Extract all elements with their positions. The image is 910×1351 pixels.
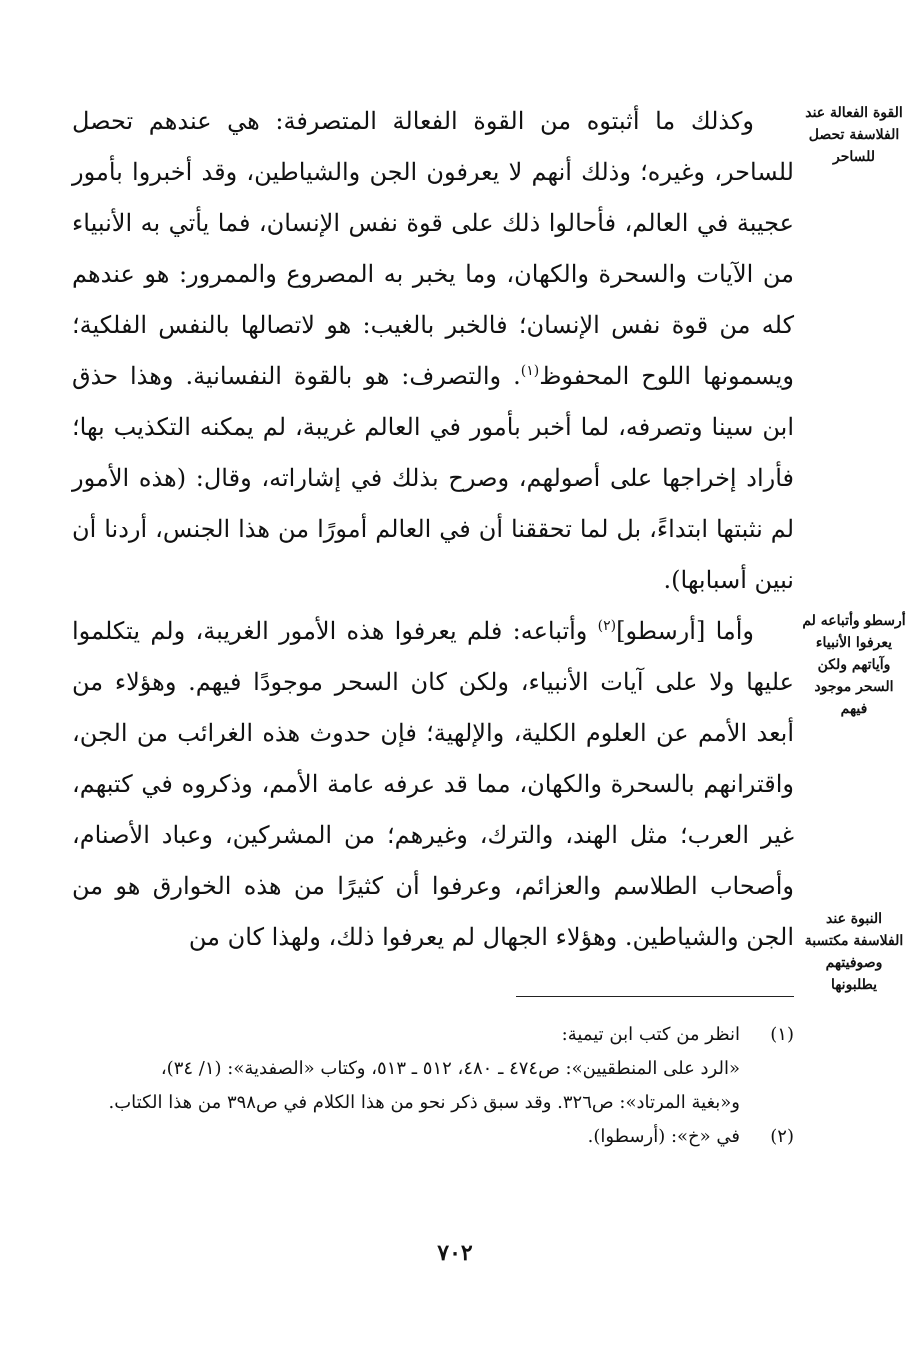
margin-note-prophecy: النبوة عند الفلاسفة مكتسبة وصوفيتهم يطلبونها [804, 911, 904, 993]
paragraph-1 [72, 96, 794, 606]
page-number: ٧٠٢ [437, 1240, 473, 1266]
footnote-ref-1: (١) [520, 363, 540, 379]
paragraph-1-tail: . والتصرف: هو بالقوة النفسانية. وهذا حذق ابن سينا وتصرفه، لما أخبر بأمور في العالم غريبة، لم يمكنه التكذيب بها؛ فأراد إخراجها على أصولهم، وصرح بذلك في إشاراته، وقال: (هذه الأمور لم نثبتها ابتداءً، بل لما تحققنا أن في العالم أمورًا من هذا الجنس، أردنا أن نبين أسبابها). [72, 362, 794, 594]
footnote-1-line-3: و«بغية المرتاد»: ص٣٢٦. وقد سبق ذكر نحو من هذا الكلام في ص٣٩٨ من هذا الكتاب. [108, 1092, 740, 1113]
footnote-1-number: (١) [770, 1024, 794, 1045]
footnote-ref-2: (٢) [597, 618, 617, 634]
footnote-1 [72, 1018, 794, 1120]
footnote-1-body [72, 1018, 740, 1120]
footnote-2-body [72, 1120, 740, 1154]
footnote-2-text: في «خ»: (أرسطوا). [587, 1126, 740, 1147]
paragraph-2-text: وأتباعه: فلم يعرفوا هذه الأمور الغريبة، ولم يتكلموا عليها ولا على آيات الأنبياء، ولكن كان السحر موجودًا فيهم. وهؤلاء من أبعد الأمم عن العلوم الكلية، والإلهية؛ فإن حدوث هذه الغرائب من الجن، واقترانهم بالسحرة والكهان، مما قد عرفه عامة الأمم، وذكروه في كتبهم، غير العرب؛ مثل الهند، والترك، وغيرهم؛ من المشركين، وعباد الأصنام، وأصحاب الطلاسم والعزائم، وعرفوا أن كثيرًا من هذه الخوارق هو من الجن والشياطين. وهؤلاء الجهال لم يعرفوا ذلك، ولهذا كان من [72, 617, 794, 951]
footnote-1-line-1: انظر من كتب ابن تيمية: [561, 1024, 740, 1045]
main-body-text [72, 96, 794, 963]
paragraph-1-text: وكذلك ما أثبتوه من القوة الفعالة المتصرفة: هي عندهم تحصل للساحر، وغيره؛ وذلك أنهم لا يعرفون الجن والشياطين، وقد أخبروا بأمور عجيبة في العالم، فأحالوا ذلك على قوة نفس الإنسان، فما يأتي به الأنبياء من الآيات والسحرة والكهان، وما يخبر به المصروع والممرور: هو عندهم كله من قوة نفس الإنسان؛ فالخبر بالغيب: هو لاتصالها بالنفس الفلكية؛ ويسمونها اللوح المحفوظ [72, 107, 794, 390]
margin-note-active-power: القوة الفعالة عند الفلاسفة تحصل للساحر [805, 105, 903, 165]
footnote-2-number: (٢) [770, 1126, 794, 1147]
paragraph-2-head: وأما [أرسطو] [616, 617, 754, 645]
paragraph-2 [72, 606, 794, 963]
footnote-2 [72, 1120, 794, 1154]
footnote-divider [516, 996, 794, 997]
footnote-1-line-2: «الرد على المنطقيين»: ص٤٧٤ ـ ٤٨٠، ٥١٢ ـ ٥١٣، وكتاب «الصفدية»: (١/ ٣٤)، [160, 1058, 740, 1079]
margin-note-aristotle: أرسطو وأتباعه لم يعرفوا الأنبياء وآياتهم ولكن السحر موجود فيهم [802, 613, 906, 717]
footnotes [72, 1018, 794, 1154]
